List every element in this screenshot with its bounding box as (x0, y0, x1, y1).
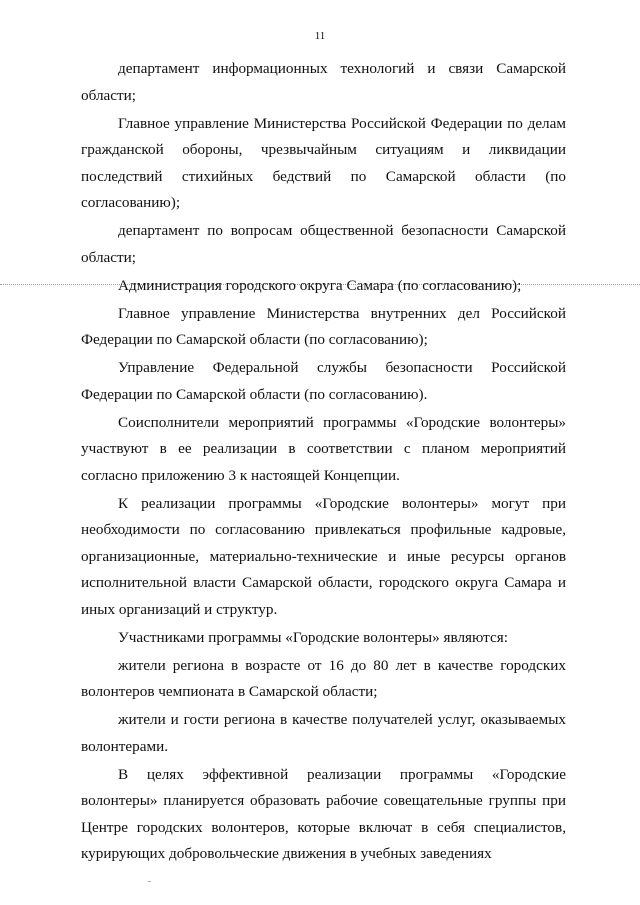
paragraph-fsb: Управление Федеральной службы безопасности Российской Федерации по Самарской области (по согласованию). (81, 359, 566, 403)
paragraph-participants-guests: жители и гости региона в качестве получателей услуг, оказываемых волонтерами. (81, 711, 566, 755)
paragraph-emergency-ministry: Главное управление Министерства Российской Федерации по делам гражданской обороны, чрезвычайным ситуациям и ликвидации последствий стихийных бедствий по Самарской области (по согласованию); (81, 114, 566, 211)
paragraph-working-groups: В целях эффективной реализации программы «Городские волонтеры» планируется образовать рабочие совещательные группы при Центре городских волонтеров, которые включат в себя специалистов, курирующих добровольческие движения в учебных заведениях (81, 765, 566, 862)
paragraph-resources: К реализации программы «Городские волонтеры» могут при необходимости по согласованию привлекаться профильные кадровые, организационные, материально-технические и иные ресурсы органов исполнительной власти Самарской области, городского округа Самара и иных организаций и структур. (81, 494, 566, 618)
paragraph-participants-heading: Участниками программы «Городские волонтеры» являются: (118, 628, 508, 646)
paragraph-participants-residents: жители региона в возрасте от 16 до 80 лет в качестве городских волонтеров чемпионата в Самарской области; (81, 656, 566, 700)
scan-artifact-dot (148, 881, 151, 882)
document-body (81, 56, 566, 869)
paragraph-interior-ministry: Главное управление Министерства внутренних дел Российской Федерации по Самарской области (по согласованию); (81, 304, 566, 348)
paragraph-dept-security: департамент по вопросам общественной безопасности Самарской области; (81, 222, 566, 266)
paragraph-co-executors: Соисполнители мероприятий программы «Городские волонтеры» участвуют в ее реализации в соответствии с планом мероприятий согласно приложению 3 к настоящей Концепции. (81, 413, 566, 484)
page-number: 11 (314, 30, 326, 42)
paragraph-samara-admin: Администрация городского округа Самара (по согласованию); (118, 276, 522, 294)
paragraph-dept-it: департамент информационных технологий и связи Самарской области; (81, 60, 566, 104)
